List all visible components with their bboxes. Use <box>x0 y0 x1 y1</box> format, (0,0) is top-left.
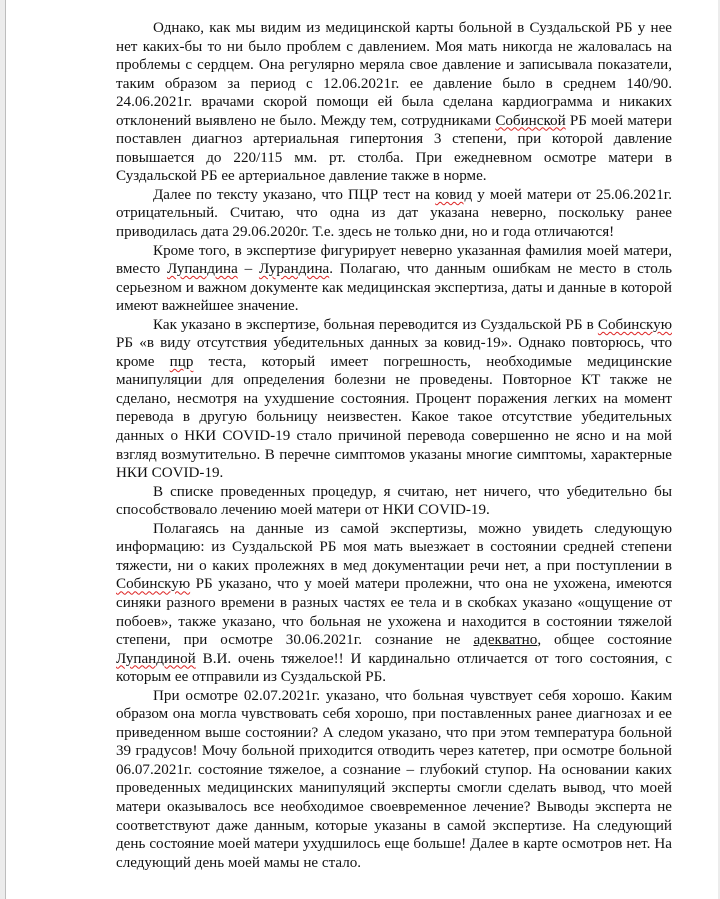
text-run: у моей матери от 25.06.2021г. отрицательный. Считаю, что одна из дат указана неверно, поскольку ранее приводилась дата 29.06.2020г. Т.е. здесь не только дни, но и года отличаются! <box>116 186 672 241</box>
paragraph-pcr-test <box>116 186 672 242</box>
text-run: Далее по тексту указано, что ПЦР тест на <box>153 186 436 203</box>
paragraph-procedures <box>116 483 672 520</box>
text-run: – <box>237 261 259 278</box>
marked-word: Собинскую <box>597 316 672 333</box>
text-run: РБ моей матери поставлен диагноз артериальная гипертония 3 степени, при которой давление повышается до 220/115 мм. рт. столба. При ежедневном осмотре матери в Суздальской РБ ее артериальное давление также в норме. <box>116 112 672 185</box>
paragraph-blood-pressure <box>116 19 672 186</box>
paragraph-condition-on-admission <box>116 520 672 687</box>
paragraph-final-examinations <box>116 687 672 872</box>
text-run: При осмотре 02.07.2021г. указано, что больная чувствует себя хорошо. Каким образом она могла чувствовать себя хорошо, при поставленных ранее диагнозах и ее приведенном выше состоянии? А следом указано, что при этом температура больной 39 градусов! Мочу больной приходится отводить через катетер, при осмотре больной 06.07.2021г. состояние тяжелое, а сознание – глубокий ступор. На основании каких проведенных медицинских манипуляций эксперты смогли сделать вывод, что моей матери оказывалось все необходимое своевременное лечение? Выводы эксперта не соответствуют даже данным, которые указаны в самой экспертизе. На следующий день состояние моей матери ухудшилось еще больше! Далее в карте осмотров нет. На следующий день моей мамы не стало. <box>116 687 672 871</box>
marked-word: Лупандина <box>166 261 238 278</box>
text-run: РБ «в виду отсутствия убедительных данных за ковид-19». Однако повторюсь, что кроме <box>116 335 672 370</box>
text-run: РБ указано, что у моей матери пролежни, что она не ухожена, имеются синяки разного времени в разных частях ее тела и в скобках указано «ощущение от побоев», также указано, что больная не ухожена и находится в состоянии тяжелой степени, при осмотре 30.06.2021г. сознание не <box>116 576 672 649</box>
text-run: . Полагаю, что данным ошибкам не место в столь серьезном и важном документе как медицинская экспертиза, даты и данные в которой имеют важнейшее значение. <box>116 261 673 315</box>
marked-word: Лурандина <box>258 261 330 278</box>
text-run: теста, который имеет погрешность, необходимые медицинские манипуляции для определения болезни не проведены. Повторное КТ также не сделано, несмотря на ухудшение состояния. Процент поражения легких на момент перевода в другую больницу неизвестен. Какое такое отсутствие убедительных данных о НКИ COVID-19 стало причиной перевода совершенно не ясно и на мой взгляд возмутительно. В перечне симптомов указаны многие симптомы, характерные НКИ COVID-19. <box>116 353 672 482</box>
text-run: В.И. очень тяжелое!! И кардинально отличается от того состояния, с которым ее отправили из Суздальской РБ. <box>116 650 672 686</box>
marked-word: ковид <box>435 186 473 203</box>
text-run: Как указано в экспертизе, больная переводится из Суздальской РБ в <box>153 316 598 333</box>
marked-word: Собинской <box>495 112 566 129</box>
text-run: , общее состояние <box>537 632 673 649</box>
text-run: В списке проведенных процедур, я считаю, нет ничего, что убедительно бы способствовало лечению моей матери от НКИ COVID-19. <box>116 483 672 519</box>
text-run: Кроме того, в экспертизе фигурирует неверно указанная фамилия моей матери, вместо <box>116 242 672 278</box>
text-run: Однако, как мы видим из медицинской карты больной в Суздальской РБ у нее нет каких-бы то ни было проблем с давлением. Моя мать никогда не жаловалась на проблемы с сердцем. Она регулярно меряла свое давление и записывала показатели, таким образом за период с 12.06.2021г. ее давление было в среднем 140/90. 24.06.2021г. врачами скорой помощи ей была сделана кардиограмма и никаких отклонений выявлено не было. Между тем, сотрудниками <box>116 20 672 129</box>
marked-word: пцр <box>169 353 194 370</box>
text-run: Полагаясь на данные из самой экспертизы, можно увидеть следующую информацию: из Суздальской РБ моя мать выезжает в состоянии средней степени тяжести, ни о каких пролежнях в мед документации речи нет, а при поступлении в <box>116 520 672 574</box>
document-page <box>5 0 718 899</box>
paragraph-surname-error <box>116 242 672 316</box>
marked-word: Собинскую <box>116 576 191 593</box>
document-body <box>116 19 672 872</box>
marked-word: адекватно <box>473 632 538 649</box>
paragraph-transfer <box>116 316 672 483</box>
marked-word: Лупандиной <box>116 650 196 667</box>
